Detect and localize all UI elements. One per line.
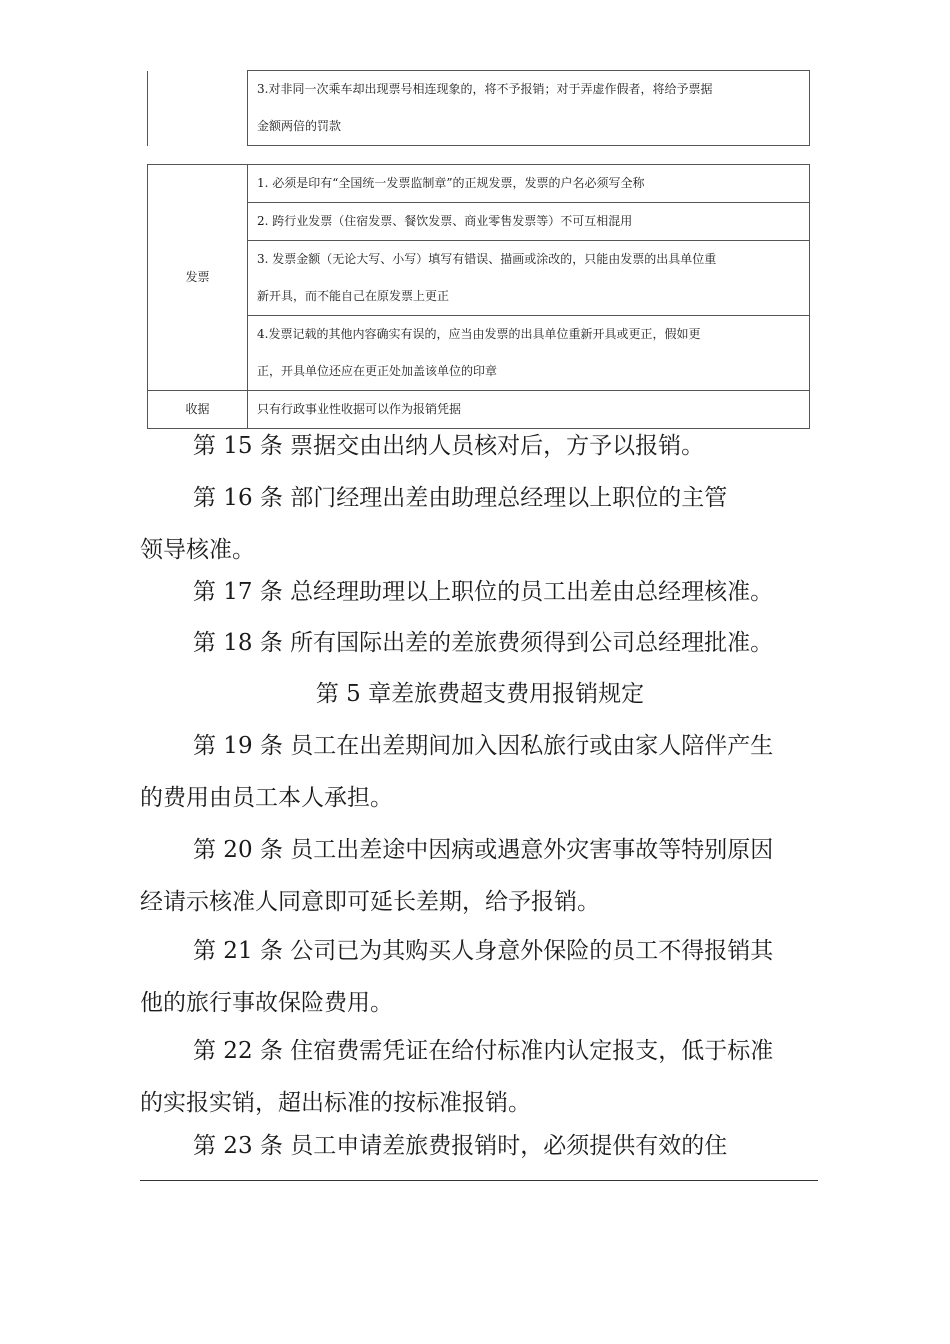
- article-16-line1: 第 16 条 部门经理出差由助理总经理以上职位的主管: [193, 485, 728, 511]
- rule-text-line: 3. 发票金额（无论大写、小写）填写有错误、描画或涂改的，只能由发票的出具单位重: [257, 252, 717, 266]
- article-22: [140, 1025, 820, 1129]
- table-rule-cell: [248, 71, 810, 146]
- article-16: [140, 472, 820, 576]
- article-19-line2: 的费用由员工本人承担。: [140, 785, 393, 811]
- rule-text-line: 金额两倍的罚款: [257, 119, 342, 133]
- article-16-line2: 领导核准。: [140, 537, 255, 563]
- rule-text-line: 新开具，而不能自己在原发票上更正: [257, 289, 450, 303]
- article-20: [140, 824, 820, 928]
- article-21-line1: 第 21 条 公司已为其购买人身意外保险的员工不得报销其: [193, 938, 774, 964]
- footer-divider: [140, 1180, 818, 1181]
- invoice-rule-2: 2. 跨行业发票（住宿发票、餐饮发票、商业零售发票等）不可互相混用: [248, 203, 810, 241]
- article-21: [140, 925, 820, 1029]
- article-19-line1: 第 19 条 员工在出差期间加入因私旅行或由家人陪伴产生: [193, 733, 774, 759]
- table-label-cell: [148, 71, 248, 146]
- rule-text-line: 3.对非同一次乘车却出现票号相连现象的，将不予报销；对于弄虚作假者，将给予票据: [257, 82, 713, 96]
- receipt-rule: 只有行政事业性收据可以作为报销凭据: [248, 391, 810, 429]
- article-23: [140, 1120, 820, 1172]
- receipt-label-cell: 收据: [148, 391, 248, 429]
- invoice-rule-3: [248, 241, 810, 316]
- article-17: 第 17 条 总经理助理以上职位的员工出差由总经理核准。: [192, 579, 774, 605]
- article-20-line1: 第 20 条 员工出差途中因病或遇意外灾害事故等特别原因: [193, 837, 774, 863]
- article-22-line2: 的实报实销，超出标准的按标准报销。: [140, 1090, 531, 1116]
- article-15: 第 15 条 票据交由出纳人员核对后，方予以报销。: [192, 433, 705, 459]
- article-21-line2: 他的旅行事故保险费用。: [140, 990, 393, 1016]
- article-23-line1: 第 23 条 员工申请差旅费报销时，必须提供有效的住: [193, 1133, 728, 1159]
- rule-text-line: 正，开具单位还应在更正处加盖该单位的印章: [257, 364, 498, 378]
- article-18: 第 18 条 所有国际出差的差旅费须得到公司总经理批准。: [192, 630, 774, 656]
- invoice-rule-4: [248, 316, 810, 391]
- rule-text-line: 4.发票记载的其他内容确实有误的，应当由发票的出具单位重新开具或更正，假如更: [257, 327, 701, 341]
- continued-rules-table: [147, 70, 810, 146]
- article-19: [140, 720, 820, 824]
- invoice-rules-table: [147, 164, 810, 429]
- article-20-line2: 经请示核准人同意即可延长差期，给予报销。: [140, 889, 600, 915]
- chapter-5-heading: 第 5 章差旅费超支费用报销规定: [315, 681, 645, 707]
- invoice-label-cell: 发票: [148, 165, 248, 391]
- invoice-rule-1: 1. 必须是印有“全国统一发票监制章”的正规发票，发票的户名必须写全称: [248, 165, 810, 203]
- article-22-line1: 第 22 条 住宿费需凭证在给付标准内认定报支，低于标准: [193, 1038, 774, 1064]
